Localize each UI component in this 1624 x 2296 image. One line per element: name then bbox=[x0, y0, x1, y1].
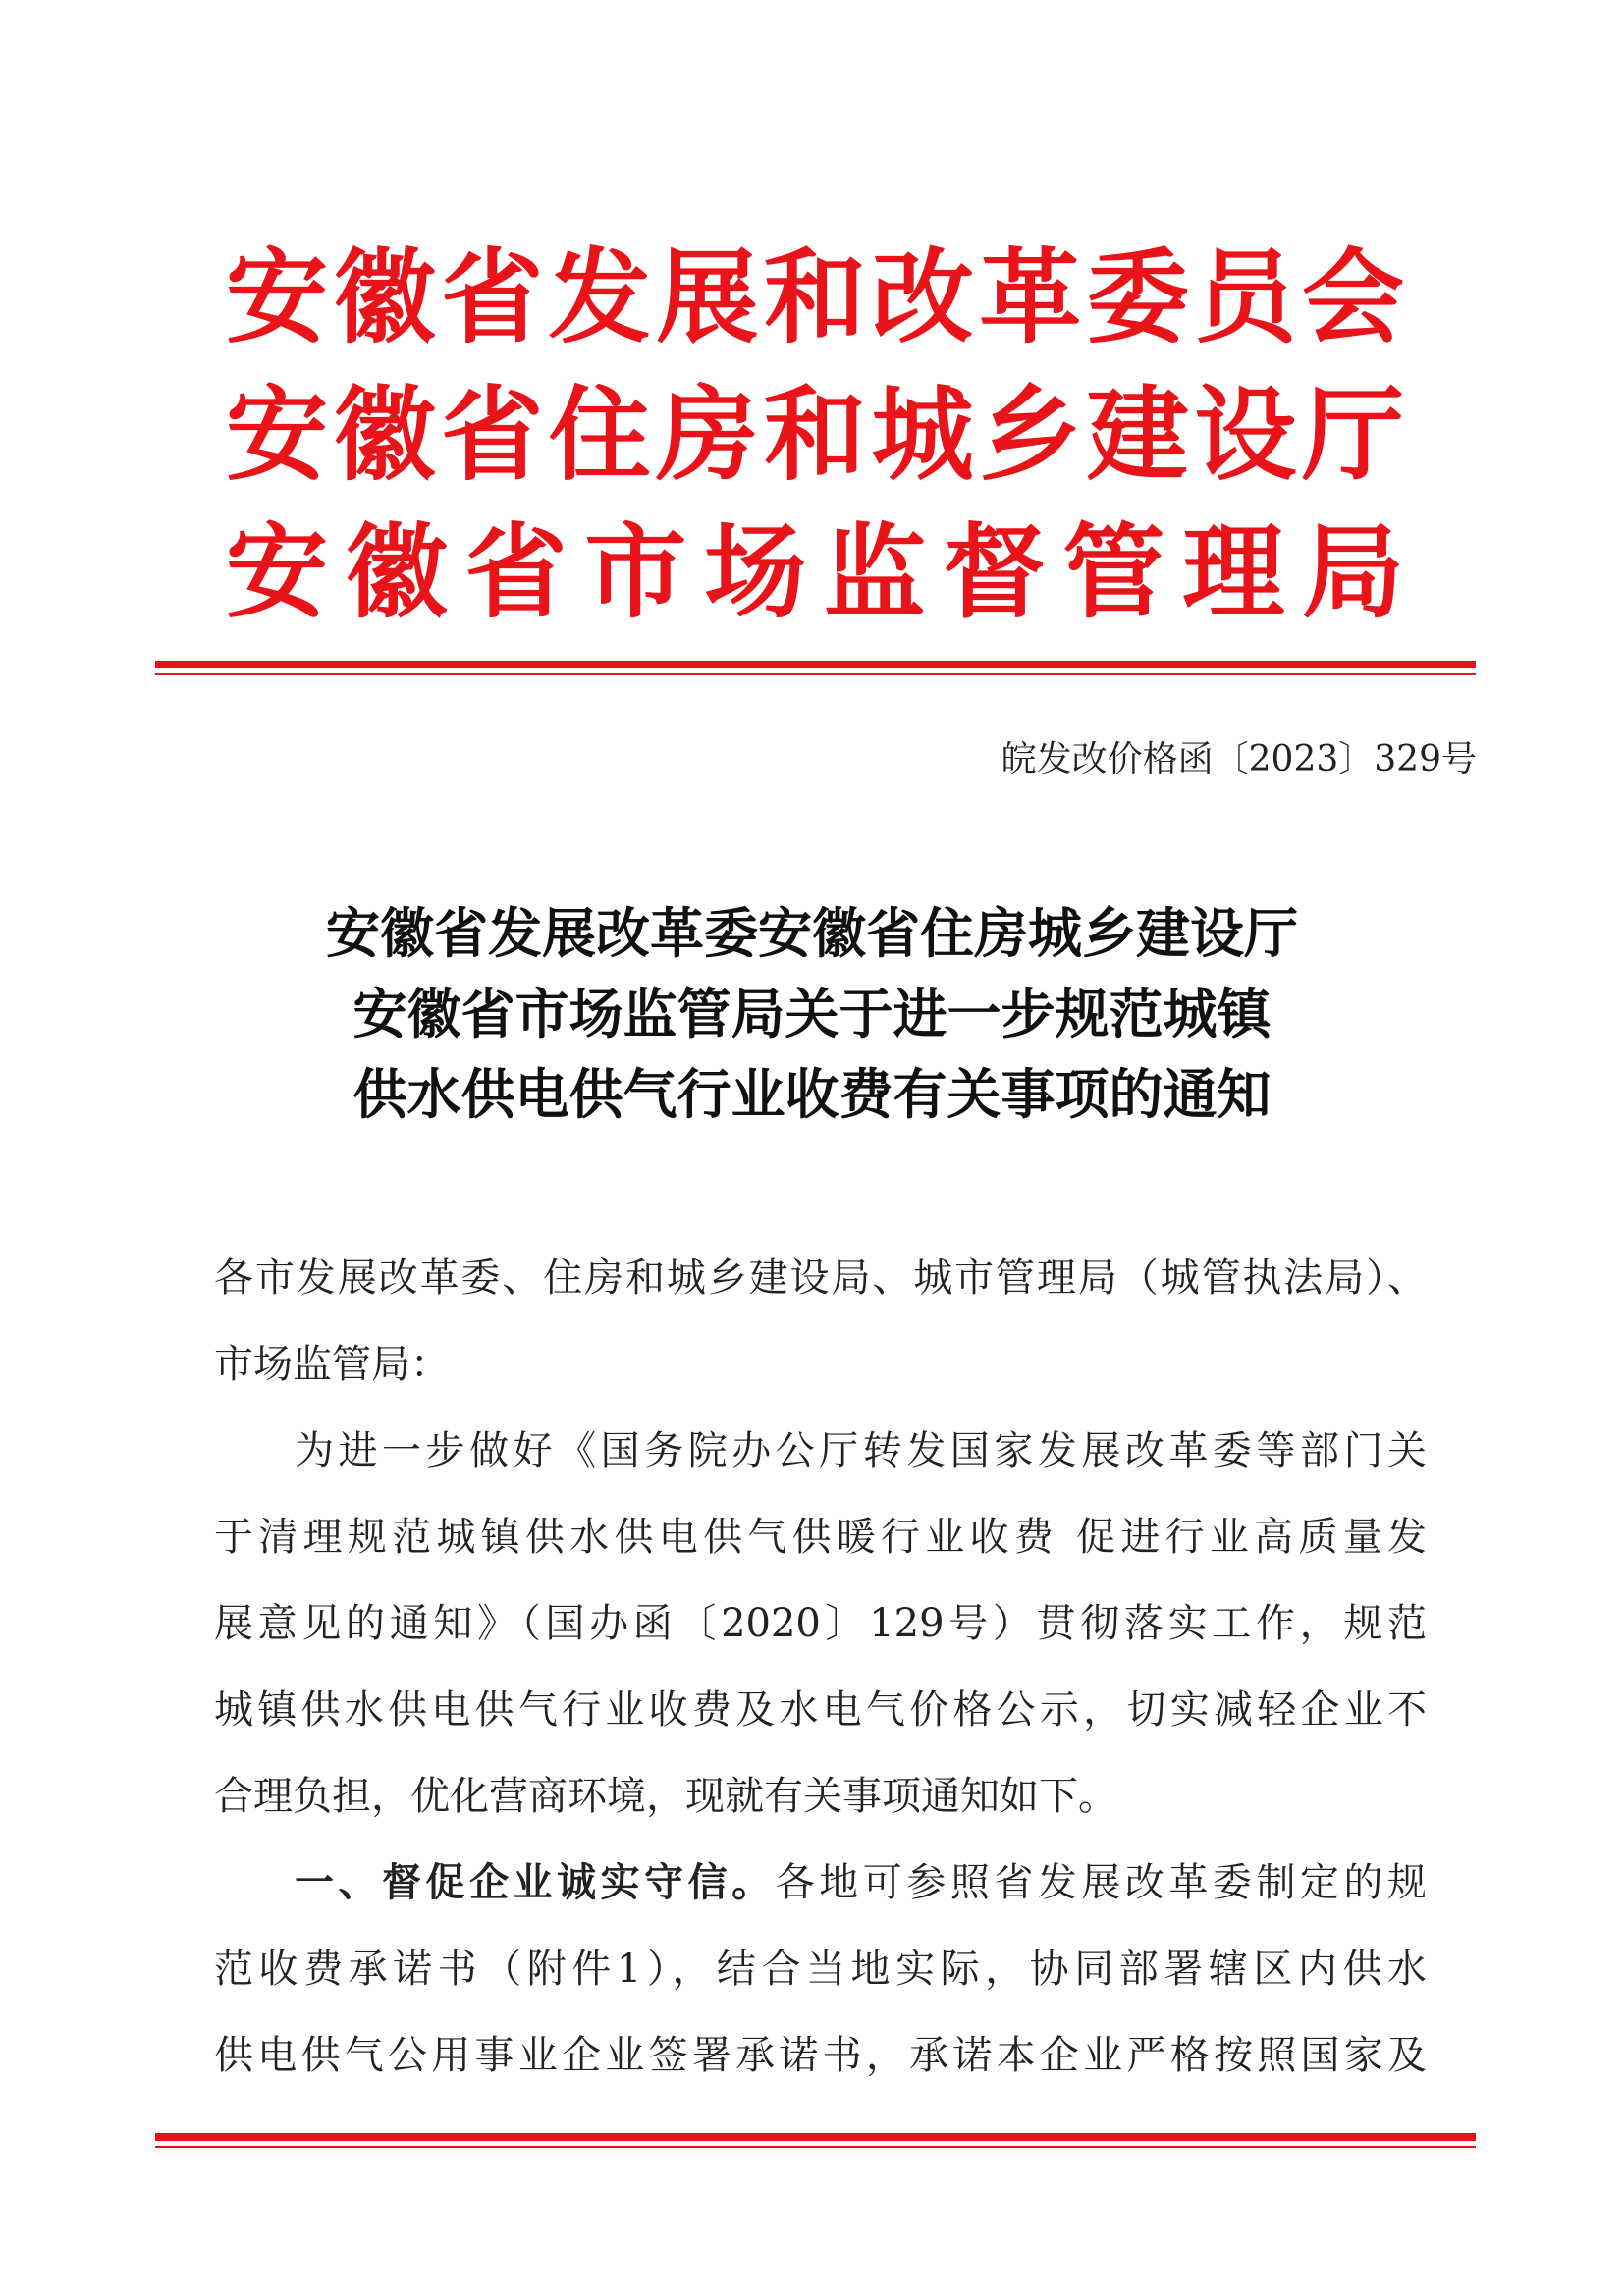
paragraph-line: 为进一步做好《国务院办公厅转发国家发展改革委等部门关 bbox=[295, 1428, 1427, 1473]
header-org-market-supervision: 安徽省市场监督管理局 bbox=[226, 511, 1404, 632]
title-line: 供水供电供气行业收费有关事项的通知 bbox=[352, 1063, 1272, 1126]
header-org-development-reform: 安徽省发展和改革委员会 bbox=[226, 237, 1404, 357]
header-divider-thick bbox=[155, 661, 1476, 668]
salutation-line: 市场监管局： bbox=[214, 1342, 450, 1387]
paragraph-line: 供电供气公用事业企业签署承诺书，承诺本企业严格按照国家及 bbox=[214, 2033, 1427, 2078]
paragraph-line: 展意见的通知》（国办函〔2020〕129号）贯彻落实工作，规范 bbox=[214, 1601, 1427, 1646]
section-text: 各地可参照省发展改革委制定的规 bbox=[775, 1860, 1428, 1905]
header-org-housing-construction: 安徽省住房和城乡建设厅 bbox=[226, 374, 1404, 495]
section-heading: 一、督促企业诚实守信。 bbox=[295, 1860, 776, 1905]
section-heading-line bbox=[214, 1840, 1427, 1926]
footer-divider-thin bbox=[155, 2146, 1476, 2148]
title-line: 安徽省发展改革委安徽省住房城乡建设厅 bbox=[325, 902, 1298, 965]
salutation-line: 各市发展改革委、住房和城乡建设局、城市管理局（城管执法局）、 bbox=[214, 1255, 1427, 1301]
document-number: 皖发改价格函〔2023〕329号 bbox=[1001, 739, 1477, 779]
footer-divider-thick bbox=[155, 2133, 1476, 2141]
paragraph-line: 于清理规范城镇供水供电供气供暖行业收费 促进行业高质量发 bbox=[214, 1515, 1427, 1560]
paragraph-line: 范收费承诺书（附件1），结合当地实际，协同部署辖区内供水 bbox=[214, 1947, 1427, 1992]
header-divider-thin bbox=[155, 673, 1476, 675]
paragraph-line: 城镇供水供电供气行业收费及水电气价格公示，切实减轻企业不 bbox=[214, 1687, 1427, 1733]
title-line: 安徽省市场监管局关于进一步规范城镇 bbox=[352, 983, 1272, 1045]
paragraph-line: 合理负担，优化营商环境，现就有关事项通知如下。 bbox=[214, 1774, 1117, 1819]
document-body bbox=[214, 1235, 1427, 2099]
document-title bbox=[147, 893, 1477, 1135]
